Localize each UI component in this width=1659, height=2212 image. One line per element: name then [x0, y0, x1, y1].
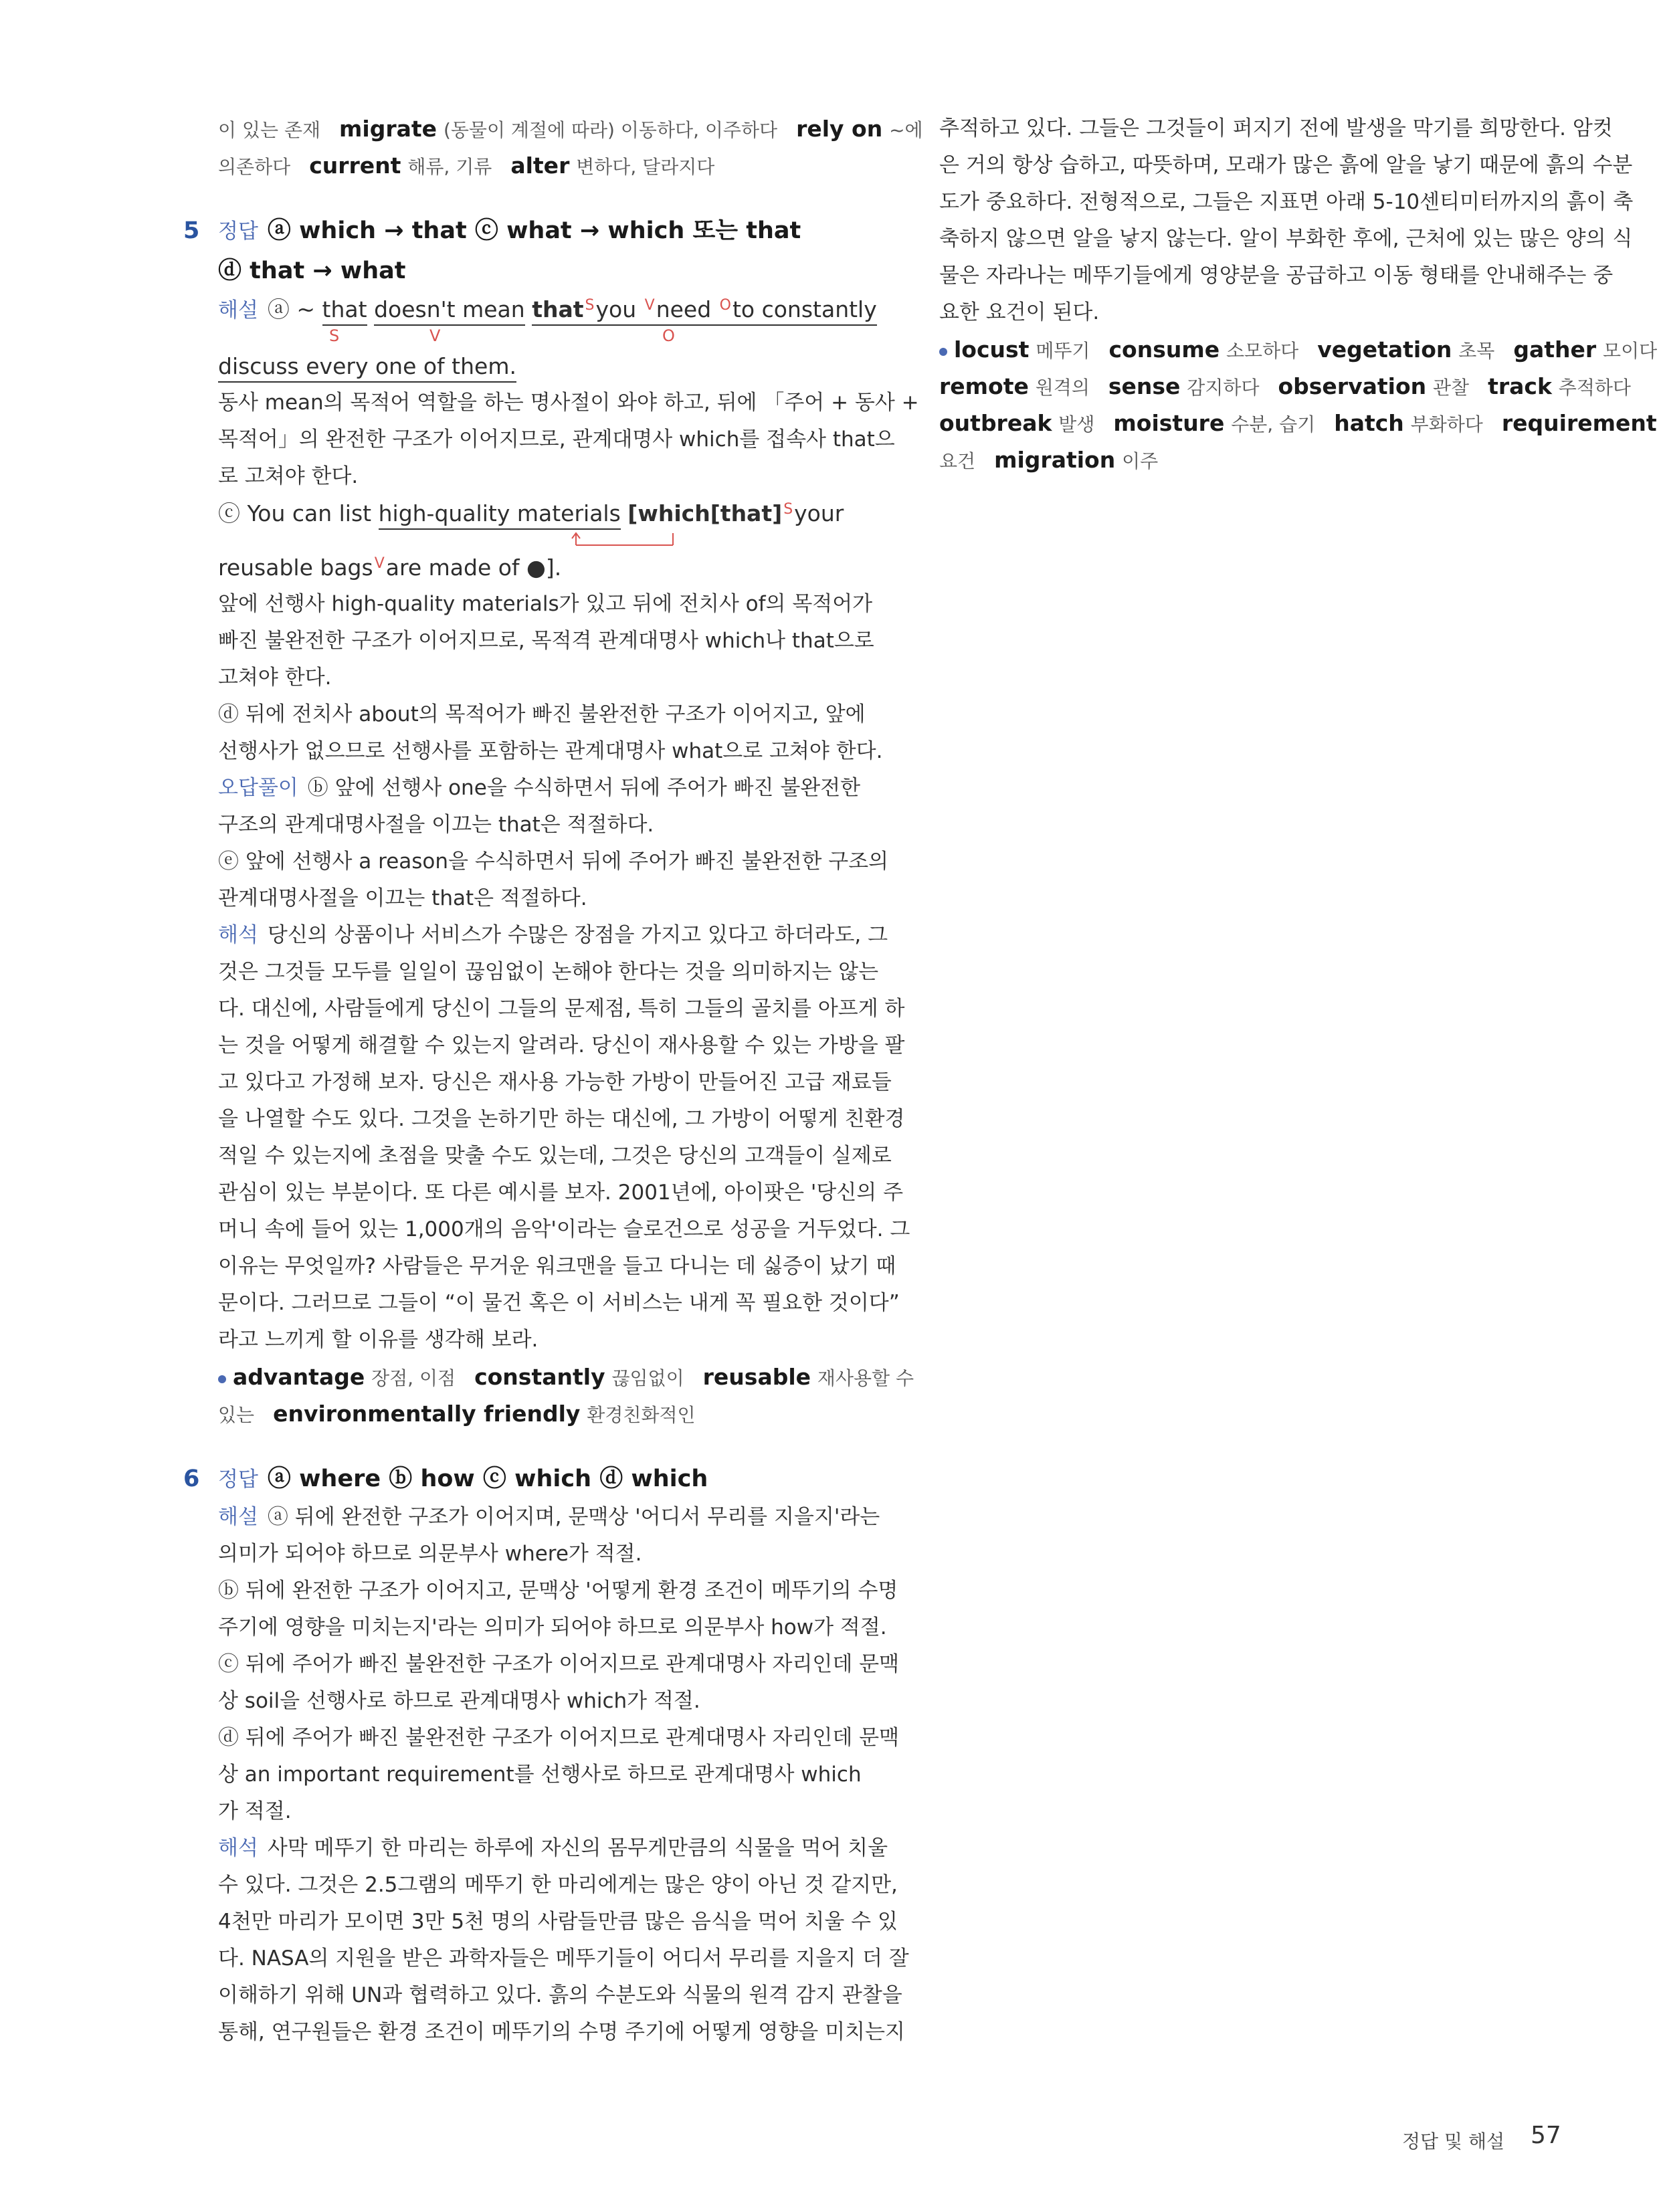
underlined-text: discuss every one of them.: [218, 353, 516, 383]
explain-text: 앞에 선행사 high-quality materials가 있고 뒤에 전치사 of의 목적어가: [218, 592, 873, 616]
explain-text: 로 고쳐야 한다.: [218, 464, 359, 488]
q5-answer-line-2: [218, 251, 838, 291]
explain-text: 선행사가 없으므로 선행사를 포함하는 관계대명사 what으로 고쳐야 한다.: [218, 739, 883, 763]
gloss-text: 이 있는 존재: [218, 119, 321, 141]
vocab-gloss: 감지하다: [1187, 377, 1260, 399]
translation-text: 수 있다. 그것은 2.5그램의 메뚜기 한 마리에게는 많은 양이 아닌 것 같지만,: [218, 1873, 898, 1897]
q5-answer-line: [183, 211, 838, 251]
sentence-annotation: [218, 328, 838, 348]
vocab-word: alter: [510, 153, 570, 179]
text: reusable bags: [218, 555, 373, 581]
vocab-line: [218, 1395, 838, 1432]
translation-text: 문이다. 그러므로 그들이 “이 물건 혹은 이 서비스는 내게 꼭 필요한 것이다”: [218, 1291, 900, 1315]
explain-text: 가 적절.: [218, 1799, 292, 1823]
vocab-gloss: 부화하다: [1410, 413, 1483, 435]
vocab-line: [939, 405, 1657, 441]
translation-text: 4천만 마리가 모이면 3만 5천 명의 사람들만큼 많은 음식을 먹어 치울 수 있: [218, 1910, 898, 1934]
vocab-word: remote: [939, 373, 1029, 399]
explain-text: ⓐ 뒤에 완전한 구조가 이어지며, 문맥상 '어디서 무리를 지을지'라는: [267, 1505, 880, 1529]
wrong-answer-label: 오답풀이: [218, 776, 298, 800]
translation-text: 은 거의 항상 습하고, 따뜻하며, 모래가 많은 흙에 알을 낳기 때문에 흙의 수분: [939, 153, 1633, 177]
bullet-icon: [218, 1375, 226, 1383]
vocab-line: [218, 110, 923, 147]
explain-text: 상 an important requirement를 선행사로 하므로 관계대명사 which: [218, 1763, 862, 1787]
vocab-word: migration: [994, 447, 1116, 473]
annotation-s: S: [329, 326, 340, 345]
vocab-word: moisture: [1113, 410, 1225, 436]
translation-text: 요한 요건이 된다.: [939, 300, 1100, 324]
antecedent-arrow: [218, 532, 838, 549]
translation-text: 축하지 않으면 알을 낳지 않는다. 알이 부화한 후에, 근처에 있는 많은 양의 식: [939, 227, 1633, 251]
explain-text: 주기에 영향을 미치는지'라는 의미가 되어야 하므로 의문부사 how가 적절.: [218, 1615, 887, 1639]
antecedent-underline: high-quality materials: [379, 500, 621, 530]
answer-label: 정답: [218, 1468, 258, 1492]
explain-text: ⓓ 뒤에 전치사 about의 목적어가 빠진 불완전한 구조가 이어지고, 앞에: [218, 702, 866, 726]
vocab-word: requirement: [1501, 410, 1657, 436]
vocab-word: environmentally friendly: [273, 1401, 581, 1427]
question-number: 6: [183, 1466, 200, 1492]
vocab-word: gather: [1513, 336, 1597, 363]
explain-text: 구조의 관계대명사절을 이끄는 that은 적절하다.: [218, 813, 654, 837]
answer-text: ⓐ where ⓑ how ⓒ which ⓓ which: [267, 1466, 708, 1492]
vocab-word: observation: [1278, 373, 1427, 399]
explain-text: 관계대명사절을 이끄는 that은 적절하다.: [218, 886, 587, 910]
verb-mark: V: [644, 297, 655, 314]
vocab-word: hatch: [1334, 410, 1404, 436]
sentence-line: [218, 348, 838, 385]
subject-mark: S: [585, 297, 595, 314]
explain-text: 고쳐야 한다.: [218, 666, 332, 690]
object-underline: [532, 296, 877, 326]
subject-mark: S: [783, 501, 793, 518]
vocab-gloss: (동물이 계절에 따라) 이동하다, 이주하다: [443, 119, 778, 141]
vocab-word: track: [1488, 373, 1552, 399]
vocab-gloss: 해류, 기류: [407, 156, 492, 178]
vocab-gloss: 발생: [1058, 413, 1095, 435]
translation-line: [218, 1830, 888, 1867]
vocab-gloss: 환경친화적인: [587, 1404, 696, 1426]
translation-text: 고 있다고 가정해 보자. 당신은 재사용 가능한 가방이 만들어진 고급 재료들: [218, 1070, 892, 1094]
translation-line: [218, 917, 888, 954]
verb-mark: V: [374, 555, 385, 572]
object-mark: O: [719, 297, 731, 314]
arrow-graphic: [218, 532, 838, 549]
translation-text: 사막 메뚜기 한 마리는 하루에 자신의 몸무게만큼의 식물을 먹어 치울: [267, 1836, 888, 1860]
vocab-gloss: 요건: [939, 450, 976, 472]
translation-text: 관심이 있는 부분이다. 또 다른 예시를 보자. 2001년에, 아이팟은 '당신의 주: [218, 1181, 904, 1205]
vocab-gloss: 재사용할 수: [817, 1367, 914, 1389]
explain-text: ⓒ 뒤에 주어가 빠진 불완전한 구조가 이어지므로 관계대명사 자리인데 문맥: [218, 1652, 900, 1676]
vocab-word: current: [309, 153, 401, 179]
q6-answer-line: [183, 1459, 838, 1499]
answer-text: ⓓ that → what: [218, 258, 406, 284]
translation-text: 추적하고 있다. 그들은 그것들이 퍼지기 전에 발생을 막기를 희망한다. 암컷: [939, 116, 1613, 140]
page-number: 57: [1531, 2122, 1561, 2149]
vocab-word: constantly: [474, 1364, 605, 1390]
explain-text: 의미가 되어야 하므로 의문부사 where가 적절.: [218, 1542, 642, 1566]
vocab-gloss: 관찰: [1432, 377, 1470, 399]
vocab-gloss: 초목: [1458, 340, 1495, 362]
translation-text: 이유는 무엇일까? 사람들은 무거운 워크맨을 들고 다니는 데 싫증이 났기 때: [218, 1254, 896, 1278]
vocab-line: [939, 331, 1658, 368]
answer-label: 정답: [218, 219, 258, 243]
vocab-line: [939, 441, 1559, 478]
text: ⓒ You can list: [218, 500, 372, 526]
answer-text: ⓐ which → that ⓒ what → which 또는 that: [267, 217, 801, 244]
explain-label: 해설: [218, 298, 258, 322]
vocab-word: advantage: [233, 1364, 365, 1390]
translation-text: 라고 느끼게 할 이유를 생각해 보라.: [218, 1328, 539, 1352]
bold-correction: [which[that]: [627, 500, 783, 526]
word: need: [656, 296, 712, 322]
vocab-gloss: 의존하다: [218, 156, 291, 178]
vocab-gloss: 수분, 습기: [1231, 413, 1316, 435]
translation-text: 물은 자라나는 메뚜기들에게 영양분을 공급하고 이동 형태를 안내해주는 중: [939, 264, 1614, 288]
vocab-word: consume: [1108, 336, 1220, 363]
q5-analysis-line: [218, 291, 877, 328]
translation-text: 머니 속에 들어 있는 1,000개의 음악'이라는 슬로건으로 성공을 거두었다. 그: [218, 1217, 910, 1241]
explain-text: ⓓ 뒤에 주어가 빠진 불완전한 구조가 이어지므로 관계대명사 자리인데 문맥: [218, 1726, 900, 1750]
subject-underline: that: [322, 296, 367, 326]
vocab-gloss: 원격의: [1035, 377, 1090, 399]
translation-text: 이해하기 위해 UN과 협력하고 있다. 흙의 수분도와 식물의 원격 감지 관찰을: [218, 1983, 902, 2007]
explain-text: ⓑ 뒤에 완전한 구조가 이어지고, 문맥상 '어떻게 환경 조건이 메뚜기의 수명: [218, 1579, 898, 1603]
vocab-line: [218, 1359, 914, 1395]
vocab-line: [939, 368, 1631, 405]
vocab-gloss: 끊임없이: [611, 1367, 684, 1389]
explain-label: 해설: [218, 1505, 258, 1529]
vocab-word: locust: [954, 336, 1030, 363]
translation-label: 해석: [218, 1836, 258, 1860]
vocab-gloss: 메뚜기: [1036, 340, 1090, 362]
left-column: [183, 110, 923, 2051]
explain-text: ⓑ 앞에 선행사 one을 수식하면서 뒤에 주어가 빠진 불완전한: [307, 776, 861, 800]
wrong-answer-line: [218, 770, 861, 807]
translation-text: 을 나열할 수도 있다. 그것을 논하기만 하는 대신에, 그 가방이 어떻게 친환경: [218, 1107, 905, 1131]
translation-text: 것은 그것들 모두를 일일이 끊임없이 논해야 한다는 것을 의미하지는 않는: [218, 960, 879, 984]
explain-text: 상 soil을 선행사로 하므로 관계대명사 which가 적절.: [218, 1689, 700, 1713]
vocab-gloss: 있는: [218, 1404, 255, 1426]
explain-text: 빠진 불완전한 구조가 이어지므로, 목적격 관계대명사 which나 that으로: [218, 629, 874, 653]
translation-text: 도가 중요하다. 전형적으로, 그들은 지표면 아래 5-10센티미터까지의 흙이 축: [939, 190, 1634, 214]
translation-text: 통해, 연구원들은 환경 조건이 메뚜기의 수명 주기에 어떻게 영향을 미치는지: [218, 2020, 905, 2044]
vocab-word: sense: [1108, 373, 1181, 399]
vocab-gloss: 모이다: [1603, 340, 1658, 362]
right-column: [939, 110, 1658, 478]
vocab-gloss: 이주: [1122, 450, 1159, 472]
word: to constantly: [732, 296, 877, 322]
vocab-word: rely on: [796, 116, 883, 142]
vocab-word: reusable: [702, 1364, 811, 1390]
bold-that: that: [532, 296, 584, 322]
translation-text: 적일 수 있는지에 초점을 맞출 수도 있는데, 그것은 당신의 고객들이 실제로: [218, 1144, 892, 1168]
verb-underline: doesn't mean: [374, 296, 525, 326]
question-number: 5: [183, 217, 200, 244]
annotation-v: V: [429, 326, 441, 345]
translation-text: 당신의 상품이나 서비스가 수많은 장점을 가지고 있다고 하더라도, 그: [267, 923, 888, 947]
translation-text: 다. NASA의 지원을 받은 과학자들은 메뚜기들이 어디서 무리를 지을지 더 잘: [218, 1946, 909, 1971]
sentence-line: [218, 549, 838, 586]
text: your: [794, 500, 844, 526]
explain-line: [218, 1499, 880, 1536]
translation-label: 해석: [218, 923, 258, 947]
vocab-gloss: 변하다, 달라지다: [576, 156, 715, 178]
explain-text: ⓔ 앞에 선행사 a reason을 수식하면서 뒤에 주어가 빠진 불완전한 구조의: [218, 849, 889, 874]
footer-section-label: 정답 및 해설: [1402, 2130, 1505, 2152]
vocab-gloss: 소모하다: [1226, 340, 1299, 362]
word: you: [595, 296, 637, 322]
vocab-gloss: 추적하다: [1558, 377, 1631, 399]
explain-text: 목적어」의 완전한 구조가 이어지므로, 관계대명사 which를 접속사 that으: [218, 427, 895, 451]
sentence-line: [218, 495, 844, 532]
vocab-word: outbreak: [939, 410, 1052, 436]
vocab-word: vegetation: [1317, 336, 1452, 363]
vocab-word: migrate: [339, 116, 437, 142]
marker-text: ⓐ ~: [267, 296, 316, 322]
vocab-line: [218, 147, 838, 184]
translation-text: 는 것을 어떻게 해결할 수 있는지 알려라. 당신이 재사용할 수 있는 가방을 팔: [218, 1033, 905, 1058]
text: are made of ●].: [385, 555, 562, 581]
explain-text: 동사 mean의 목적어 역할을 하는 명사절이 와야 하고, 뒤에 「주어 + 동사 +: [218, 391, 919, 415]
bullet-icon: [939, 348, 947, 356]
vocab-gloss: ~에: [889, 119, 923, 141]
vocab-gloss: 장점, 이점: [371, 1367, 456, 1389]
annotation-o: O: [662, 326, 675, 345]
translation-text: 다. 대신에, 사람들에게 당신이 그들의 문제점, 특히 그들의 골치를 아프게 하: [218, 997, 905, 1021]
